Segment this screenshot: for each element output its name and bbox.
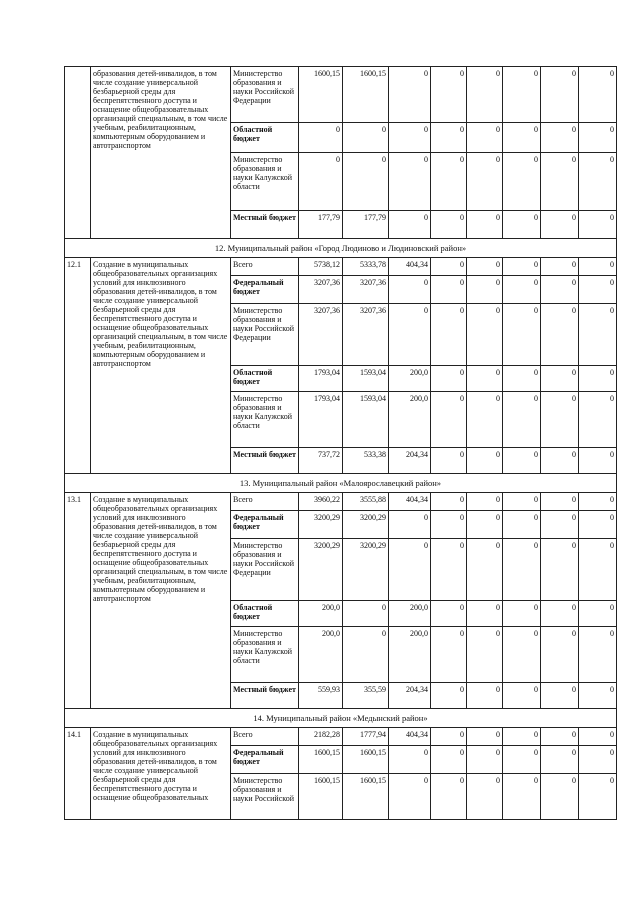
amount-cell: 0: [503, 601, 541, 627]
amount-cell: 0: [541, 448, 579, 474]
table-row: [65, 67, 617, 123]
amount-cell: 0: [389, 153, 431, 211]
amount-cell: 1600,15: [343, 746, 389, 774]
amount-cell: 0: [541, 683, 579, 709]
amount-cell: 0: [467, 746, 503, 774]
amount-cell: 0: [579, 276, 617, 304]
amount-cell: 177,79: [299, 211, 343, 239]
amount-cell: 0: [503, 539, 541, 601]
amount-cell: 200,0: [299, 601, 343, 627]
amount-cell: 0: [299, 153, 343, 211]
amount-cell: 0: [343, 601, 389, 627]
funding-source: Министерство образования и науки Российской Федерации: [231, 304, 299, 366]
amount-cell: 0: [389, 123, 431, 153]
amount-cell: 0: [431, 601, 467, 627]
amount-cell: 0: [579, 258, 617, 276]
amount-cell: 0: [389, 304, 431, 366]
amount-cell: 0: [503, 304, 541, 366]
amount-cell: 2182,28: [299, 728, 343, 746]
amount-cell: 0: [431, 67, 467, 123]
amount-cell: 0: [389, 746, 431, 774]
amount-cell: 3207,36: [299, 276, 343, 304]
funding-source: Федеральный бюджет: [231, 746, 299, 774]
amount-cell: 0: [389, 276, 431, 304]
amount-cell: 0: [579, 627, 617, 683]
amount-cell: 1777,94: [343, 728, 389, 746]
amount-cell: 0: [579, 67, 617, 123]
section-header: 14. Муниципальный район «Медынский район»: [65, 709, 617, 728]
item-index: [65, 67, 91, 239]
item-description: Создание в муниципальных общеобразовательных организациях условий для инклюзивного образования детей-инвалидов, в том числе создание универсальной безбарьерной среды для беспрепятственного доступа и оснащение общеобразовательных организаций специальным, в том числе учебным, реабилитационным, компьютерным оборудованием и автотранспортом: [91, 493, 231, 709]
item-index: 14.1: [65, 728, 91, 820]
amount-cell: 0: [503, 728, 541, 746]
amount-cell: 0: [541, 774, 579, 820]
amount-cell: 0: [503, 211, 541, 239]
funding-source: Министерство образования и науки Калужской области: [231, 627, 299, 683]
amount-cell: 3200,29: [299, 511, 343, 539]
amount-cell: 3200,29: [299, 539, 343, 601]
amount-cell: 1600,15: [343, 67, 389, 123]
amount-cell: 0: [467, 601, 503, 627]
amount-cell: 0: [467, 211, 503, 239]
amount-cell: 0: [503, 627, 541, 683]
amount-cell: 0: [431, 211, 467, 239]
amount-cell: 0: [541, 728, 579, 746]
amount-cell: 0: [431, 774, 467, 820]
amount-cell: 0: [389, 211, 431, 239]
amount-cell: 0: [541, 392, 579, 448]
amount-cell: 0: [503, 366, 541, 392]
amount-cell: 0: [579, 304, 617, 366]
amount-cell: 404,34: [389, 493, 431, 511]
amount-cell: 0: [541, 493, 579, 511]
amount-cell: 0: [467, 392, 503, 448]
amount-cell: 0: [541, 627, 579, 683]
amount-cell: 0: [431, 258, 467, 276]
amount-cell: 0: [503, 392, 541, 448]
amount-cell: 0: [467, 683, 503, 709]
amount-cell: 0: [431, 683, 467, 709]
amount-cell: 0: [503, 493, 541, 511]
funding-source: Министерство образования и науки Российской Федерации: [231, 67, 299, 123]
amount-cell: 0: [467, 539, 503, 601]
amount-cell: 355,59: [343, 683, 389, 709]
amount-cell: 1600,15: [299, 774, 343, 820]
amount-cell: 0: [431, 539, 467, 601]
amount-cell: 0: [467, 67, 503, 123]
funding-source: Местный бюджет: [231, 211, 299, 239]
amount-cell: 0: [503, 774, 541, 820]
amount-cell: 1593,04: [343, 366, 389, 392]
amount-cell: 0: [503, 511, 541, 539]
amount-cell: 0: [431, 511, 467, 539]
amount-cell: 0: [343, 627, 389, 683]
amount-cell: 0: [579, 774, 617, 820]
amount-cell: 404,34: [389, 728, 431, 746]
table-row: [65, 493, 617, 511]
section-header-row: [65, 239, 617, 258]
amount-cell: 5333,78: [343, 258, 389, 276]
item-description: Создание в муниципальных общеобразовательных организациях условий для инклюзивного образования детей-инвалидов, в том числе создание универсальной безбарьерной среды для беспрепятственного доступа и оснащение общеобразовательных организаций специальным, в том числе учебным, реабилитационным, компьютерным оборудованием и автотранспортом: [91, 258, 231, 474]
amount-cell: 0: [579, 683, 617, 709]
amount-cell: 404,34: [389, 258, 431, 276]
amount-cell: 3207,36: [343, 276, 389, 304]
amount-cell: 0: [579, 746, 617, 774]
table-row: [65, 728, 617, 746]
amount-cell: 0: [541, 123, 579, 153]
amount-cell: 0: [503, 683, 541, 709]
amount-cell: 0: [541, 601, 579, 627]
funding-source: Всего: [231, 728, 299, 746]
amount-cell: 1793,04: [299, 392, 343, 448]
amount-cell: 0: [579, 728, 617, 746]
amount-cell: 200,0: [299, 627, 343, 683]
amount-cell: 0: [503, 746, 541, 774]
amount-cell: 0: [431, 728, 467, 746]
amount-cell: 0: [579, 511, 617, 539]
funding-source: Областной бюджет: [231, 601, 299, 627]
funding-source: Всего: [231, 493, 299, 511]
amount-cell: 0: [579, 123, 617, 153]
amount-cell: 200,0: [389, 627, 431, 683]
amount-cell: 0: [467, 258, 503, 276]
amount-cell: 0: [389, 774, 431, 820]
amount-cell: 0: [541, 153, 579, 211]
amount-cell: 0: [431, 366, 467, 392]
item-description: Создание в муниципальных общеобразовательных организациях условий для инклюзивного образования детей-инвалидов, в том числе создание универсальной безбарьерной среды для беспрепятственного доступа и оснащение общеобразовательных: [91, 728, 231, 820]
amount-cell: 0: [431, 304, 467, 366]
section-header: 13. Муниципальный район «Малоярославецкий район»: [65, 474, 617, 493]
funding-source: Местный бюджет: [231, 683, 299, 709]
amount-cell: 0: [503, 123, 541, 153]
amount-cell: 3200,29: [343, 511, 389, 539]
amount-cell: 204,34: [389, 683, 431, 709]
amount-cell: 0: [467, 774, 503, 820]
funding-source: Областной бюджет: [231, 366, 299, 392]
amount-cell: 0: [299, 123, 343, 153]
amount-cell: 3960,22: [299, 493, 343, 511]
amount-cell: 0: [579, 392, 617, 448]
amount-cell: 0: [541, 366, 579, 392]
funding-source: Всего: [231, 258, 299, 276]
funding-source: Министерство образования и науки Российской: [231, 774, 299, 820]
amount-cell: 0: [579, 601, 617, 627]
amount-cell: 1593,04: [343, 392, 389, 448]
section-header-row: [65, 709, 617, 728]
amount-cell: 177,79: [343, 211, 389, 239]
amount-cell: 0: [343, 153, 389, 211]
amount-cell: 0: [467, 448, 503, 474]
amount-cell: 1600,15: [299, 746, 343, 774]
amount-cell: 0: [503, 448, 541, 474]
amount-cell: 0: [541, 539, 579, 601]
funding-source: Министерство образования и науки Калужской области: [231, 392, 299, 448]
amount-cell: 0: [503, 153, 541, 211]
amount-cell: 0: [541, 276, 579, 304]
amount-cell: 0: [467, 153, 503, 211]
amount-cell: 0: [541, 511, 579, 539]
amount-cell: 0: [431, 392, 467, 448]
amount-cell: 0: [467, 511, 503, 539]
amount-cell: 3207,36: [299, 304, 343, 366]
amount-cell: 0: [467, 728, 503, 746]
amount-cell: 0: [579, 153, 617, 211]
amount-cell: 0: [541, 304, 579, 366]
amount-cell: 0: [503, 67, 541, 123]
amount-cell: 1793,04: [299, 366, 343, 392]
budget-table: [64, 66, 617, 820]
amount-cell: 737,72: [299, 448, 343, 474]
amount-cell: 204,34: [389, 448, 431, 474]
amount-cell: 0: [579, 448, 617, 474]
amount-cell: 1600,15: [299, 67, 343, 123]
amount-cell: 0: [541, 258, 579, 276]
amount-cell: 200,0: [389, 366, 431, 392]
table-row: [65, 258, 617, 276]
amount-cell: 0: [541, 211, 579, 239]
amount-cell: 200,0: [389, 392, 431, 448]
funding-source: Федеральный бюджет: [231, 511, 299, 539]
funding-source: Министерство образования и науки Калужской области: [231, 153, 299, 211]
amount-cell: 0: [503, 276, 541, 304]
item-index: 13.1: [65, 493, 91, 709]
amount-cell: 200,0: [389, 601, 431, 627]
item-index: 12.1: [65, 258, 91, 474]
amount-cell: 0: [431, 448, 467, 474]
amount-cell: 3207,36: [343, 304, 389, 366]
amount-cell: 0: [431, 493, 467, 511]
amount-cell: 0: [579, 211, 617, 239]
amount-cell: 3555,88: [343, 493, 389, 511]
amount-cell: 0: [389, 67, 431, 123]
amount-cell: 0: [541, 746, 579, 774]
amount-cell: 0: [467, 366, 503, 392]
amount-cell: 0: [389, 511, 431, 539]
amount-cell: 0: [431, 627, 467, 683]
amount-cell: 0: [389, 539, 431, 601]
item-description: образования детей-инвалидов, в том числе создание универсальной безбарьерной среды для беспрепятственного доступа и оснащение общеобразовательных организаций специальным, в том числе учебным, реабилитационным, компьютерным оборудованием и автотранспортом: [91, 67, 231, 239]
amount-cell: 0: [467, 304, 503, 366]
amount-cell: 559,93: [299, 683, 343, 709]
amount-cell: 0: [579, 539, 617, 601]
amount-cell: 3200,29: [343, 539, 389, 601]
amount-cell: 0: [343, 123, 389, 153]
funding-source: Министерство образования и науки Российской Федерации: [231, 539, 299, 601]
amount-cell: 1600,15: [343, 774, 389, 820]
amount-cell: 0: [541, 67, 579, 123]
amount-cell: 5738,12: [299, 258, 343, 276]
funding-source: Областной бюджет: [231, 123, 299, 153]
amount-cell: 0: [431, 123, 467, 153]
amount-cell: 0: [431, 746, 467, 774]
funding-source: Федеральный бюджет: [231, 276, 299, 304]
section-header: 12. Муниципальный район «Город Людиново и Людиновский район»: [65, 239, 617, 258]
amount-cell: 0: [579, 493, 617, 511]
amount-cell: 0: [431, 276, 467, 304]
section-header-row: [65, 474, 617, 493]
funding-source: Местный бюджет: [231, 448, 299, 474]
amount-cell: 0: [467, 493, 503, 511]
amount-cell: 0: [467, 123, 503, 153]
amount-cell: 0: [503, 258, 541, 276]
amount-cell: 0: [467, 276, 503, 304]
amount-cell: 533,38: [343, 448, 389, 474]
amount-cell: 0: [579, 366, 617, 392]
amount-cell: 0: [467, 627, 503, 683]
amount-cell: 0: [431, 153, 467, 211]
